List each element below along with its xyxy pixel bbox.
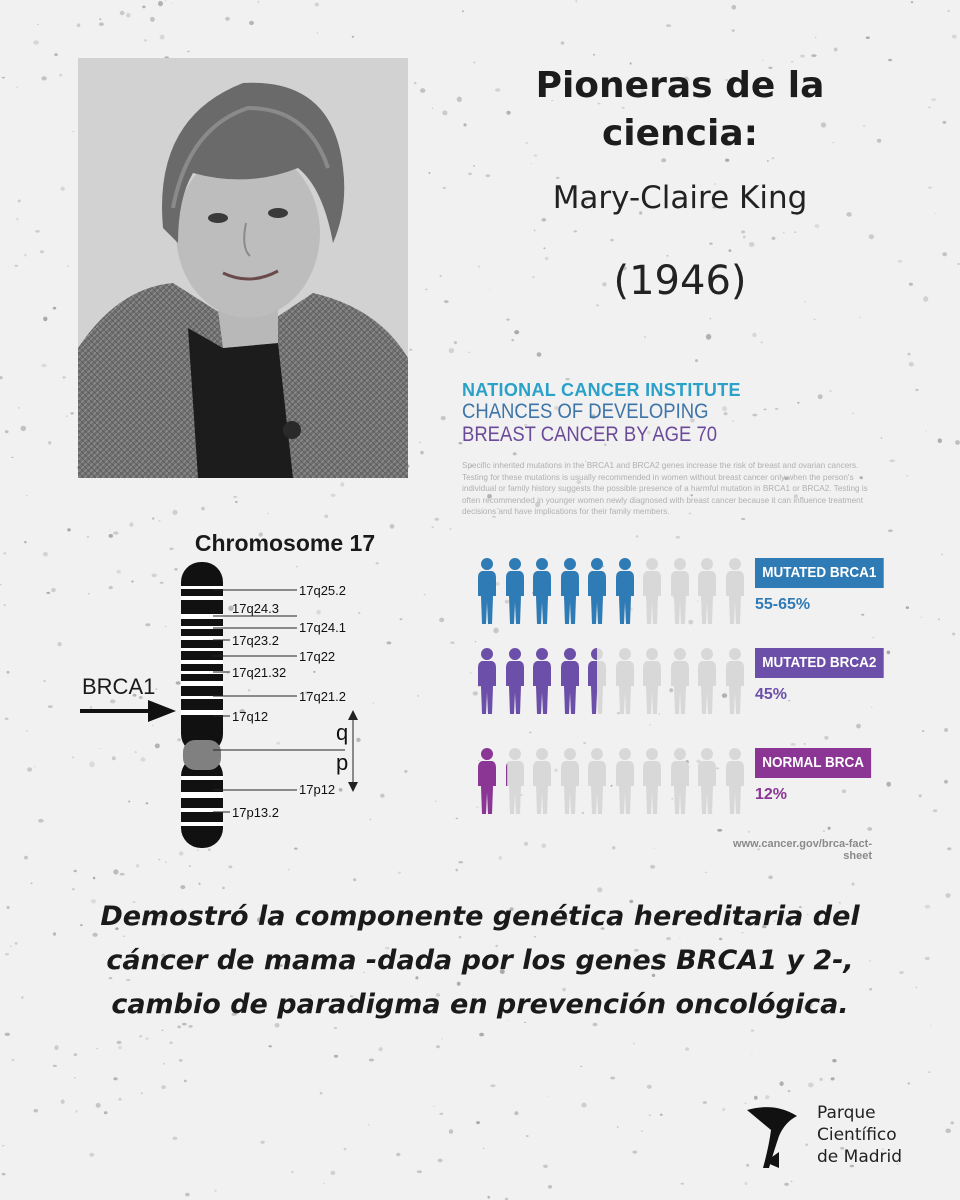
portrait-photo xyxy=(78,58,408,478)
woman-figure-icon xyxy=(667,746,693,816)
woman-figure-icon xyxy=(722,646,748,716)
woman-figure-icon xyxy=(502,646,528,716)
woman-figure-icon xyxy=(722,746,748,816)
woman-figure-icon xyxy=(529,746,555,816)
woman-figure-icon xyxy=(694,556,720,626)
band-label: 17q22 xyxy=(299,649,336,664)
source-url: www.cancer.gov/brca-fact-sheet xyxy=(733,838,872,862)
page-title: Pioneras de la ciencia: xyxy=(535,65,825,154)
logo-line: de Madrid xyxy=(817,1147,903,1167)
woman-figure-icon xyxy=(529,646,555,716)
risk-percent: 12% xyxy=(755,786,788,803)
woman-figure-icon xyxy=(557,746,583,816)
woman-figure-icon xyxy=(502,746,528,816)
woman-figure-icon xyxy=(612,556,638,626)
woman-figure-icon xyxy=(474,556,500,626)
chromosome-diagram xyxy=(60,530,400,860)
woman-figure-icon xyxy=(584,646,610,716)
brca1-label: BRCA1 xyxy=(82,674,156,699)
woman-figure-icon xyxy=(474,746,500,816)
woman-figure-icon xyxy=(612,646,638,716)
woman-figure-icon xyxy=(529,556,555,626)
risk-label: NORMAL BRCA xyxy=(755,748,871,778)
woman-figure-icon xyxy=(722,556,748,626)
woman-figure-icon xyxy=(502,556,528,626)
logo-text xyxy=(817,1102,902,1168)
risk-percent: 55-65% xyxy=(755,596,811,613)
band-label: 17q12 xyxy=(232,709,269,724)
scientist-name: Mary-Claire King xyxy=(552,180,808,216)
risk-row-brca2 xyxy=(462,646,882,716)
band-label: 17q25.2 xyxy=(299,583,346,598)
nci-subheading-2: BREAST CANCER BY AGE 70 xyxy=(462,423,718,446)
band-label: 17q24.1 xyxy=(299,620,346,635)
nci-heading: NATIONAL CANCER INSTITUTE xyxy=(462,380,741,400)
band-label: 17q23.2 xyxy=(232,633,279,648)
woman-figure-icon xyxy=(584,746,610,816)
woman-figure-icon xyxy=(694,746,720,816)
woman-figure-icon xyxy=(584,556,610,626)
band-label: 17p13.2 xyxy=(232,805,279,820)
band-label: 17q21.32 xyxy=(232,665,287,680)
risk-label: MUTATED BRCA2 xyxy=(755,648,884,678)
description-text: Demostró la componente genética hereditaria del cáncer de mama -dada por los genes BRCA1 y 2-, cambio de paradigma en prevención oncológica. xyxy=(100,901,860,1020)
band-label: 17q24.3 xyxy=(232,601,279,616)
nci-body-text: Specific inherited mutations in the BRCA1 and BRCA2 genes increase the risk of breast and ovarian cancers. Testing for these mutations is usually recommended in women without breast cancer only when the person's individual or family history suggests the possible presence of a harmful mutation in BRCA1 or BRCA2. Testing is often recommended in younger women newly diagnosed with breast cancer because it can influence treatment decisions and have implications for their family members. xyxy=(462,461,868,516)
birth-year: (1946) xyxy=(613,258,747,304)
woman-figure-icon xyxy=(667,556,693,626)
risk-percent: 45% xyxy=(755,686,788,703)
parque-cientifico-logo xyxy=(745,1100,925,1180)
nci-infographic xyxy=(462,380,882,860)
band-label: 17q21.2 xyxy=(299,689,346,704)
woman-figure-icon xyxy=(474,646,500,716)
logo-line: Científico xyxy=(817,1125,897,1145)
woman-figure-icon xyxy=(639,556,665,626)
risk-row-brca1 xyxy=(462,556,882,626)
logo-mark-icon xyxy=(745,1102,805,1172)
nci-subheading: CHANCES OF DEVELOPING xyxy=(462,400,709,423)
woman-figure-icon xyxy=(667,646,693,716)
woman-figure-icon xyxy=(612,746,638,816)
chromosome-title: Chromosome 17 xyxy=(194,530,376,556)
logo-line: Parque xyxy=(817,1103,876,1123)
woman-figure-icon xyxy=(639,646,665,716)
risk-label: MUTATED BRCA1 xyxy=(755,558,884,588)
p-arm-label: p xyxy=(336,750,349,775)
woman-figure-icon xyxy=(557,556,583,626)
woman-figure-icon xyxy=(694,646,720,716)
band-label: 17p12 xyxy=(299,782,336,797)
woman-figure-icon xyxy=(557,646,583,716)
risk-row-normal xyxy=(462,746,882,816)
woman-figure-icon xyxy=(639,746,665,816)
q-arm-label: q xyxy=(336,720,349,745)
